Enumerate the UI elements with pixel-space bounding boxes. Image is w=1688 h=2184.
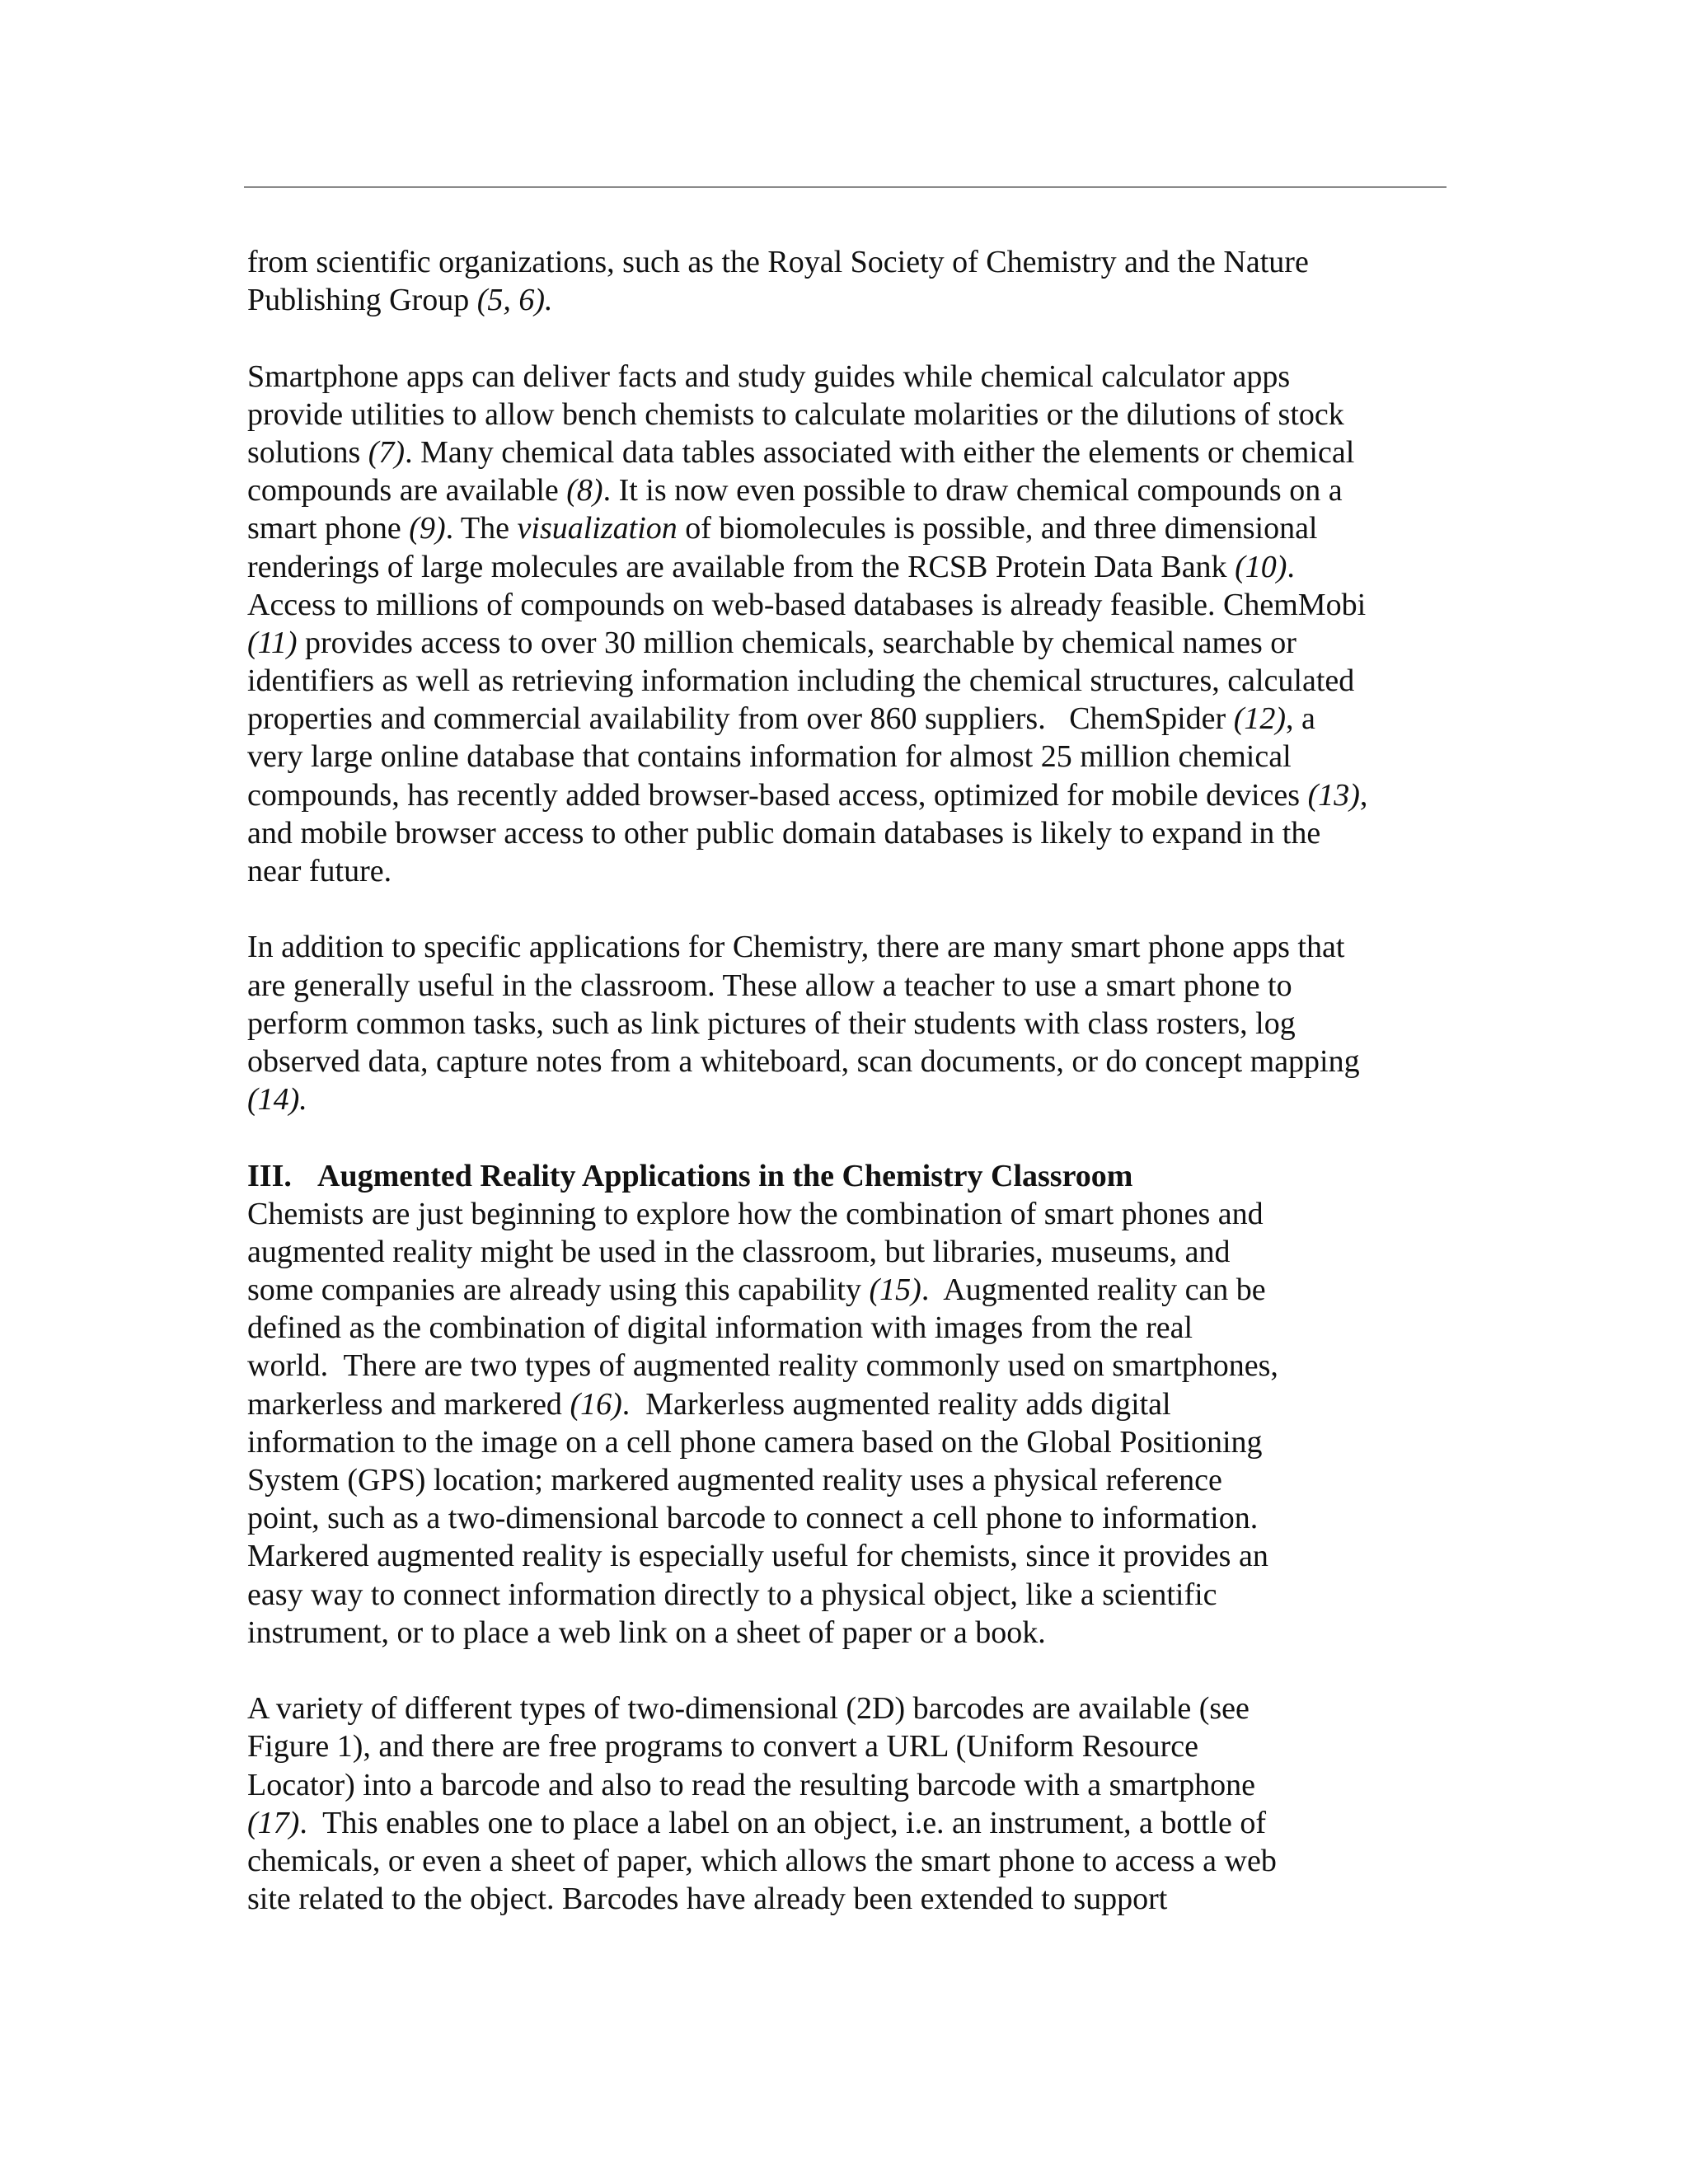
italic-text: (14). bbox=[247, 1082, 307, 1118]
text-run: instrument, or to place a web link on a sheet of paper or a book. bbox=[247, 1615, 1046, 1650]
text-line bbox=[247, 509, 1451, 547]
text-line bbox=[247, 852, 1451, 890]
text-run: are generally useful in the classroom. These allow a teacher to use a smart phone to bbox=[247, 968, 1292, 1003]
text-run: Locator) into a barcode and also to read the resulting barcode with a smartphone bbox=[247, 1767, 1255, 1802]
paragraph-gap bbox=[247, 890, 1451, 928]
text-run: provide utilities to allow bench chemists to calculate molarities or the dilutions of stock bbox=[247, 396, 1344, 432]
text-line bbox=[247, 1195, 1451, 1233]
text-run: augmented reality might be used in the classroom, but libraries, museums, and bbox=[247, 1234, 1231, 1269]
text-line bbox=[247, 1005, 1451, 1043]
text-run: compounds are available bbox=[247, 473, 567, 509]
text-run: . This enables one to place a label on an object, i.e. an instrument, a bottle of bbox=[299, 1805, 1267, 1840]
text-line bbox=[247, 281, 1451, 319]
text-run: of biomolecules is possible, and three dimensional bbox=[677, 511, 1318, 546]
text-line bbox=[247, 814, 1451, 852]
italic-text: visualization bbox=[517, 511, 678, 546]
text-line bbox=[247, 1271, 1451, 1309]
text-line bbox=[247, 1727, 1451, 1765]
text-run: defined as the combination of digital information with images from the real bbox=[247, 1310, 1193, 1346]
text-run: some companies are already using this capability bbox=[247, 1272, 870, 1308]
text-line bbox=[247, 1233, 1451, 1271]
text-run: site related to the object. Barcodes have already been extended to support bbox=[247, 1882, 1168, 1917]
italic-text: (16) bbox=[570, 1386, 622, 1422]
text-line bbox=[247, 586, 1451, 624]
text-line bbox=[247, 662, 1451, 700]
text-line bbox=[247, 548, 1451, 586]
italic-text: (10) bbox=[1235, 549, 1287, 584]
text-run: chemicals, or even a sheet of paper, which allows the smart phone to access a web bbox=[247, 1843, 1277, 1878]
text-run: perform common tasks, such as link pictures of their students with class rosters, log bbox=[247, 1005, 1296, 1041]
text-line bbox=[247, 738, 1451, 776]
text-run: information to the image on a cell phone camera based on the Global Positioning bbox=[247, 1424, 1263, 1460]
text-run: provides access to over 30 million chemicals, searchable by chemical names or bbox=[297, 625, 1296, 660]
paragraph bbox=[247, 243, 1451, 319]
text-run: observed data, capture notes from a whiteboard, scan documents, or do concept mapping bbox=[247, 1043, 1360, 1079]
text-run: . It is now even possible to draw chemical compounds on a bbox=[603, 473, 1343, 509]
text-run: , bbox=[1359, 777, 1368, 813]
header-rule bbox=[244, 186, 1447, 188]
text-run: Markered augmented reality is especially useful for chemists, since it provides an bbox=[247, 1539, 1268, 1574]
italic-text: (9) bbox=[409, 511, 446, 546]
text-run: and mobile browser access to other public domain databases is likely to expand in the bbox=[247, 815, 1321, 851]
text-line bbox=[247, 1576, 1451, 1614]
text-line bbox=[247, 1880, 1451, 1918]
section-number: III. bbox=[247, 1158, 292, 1193]
text-run: . Markerless augmented reality adds digital bbox=[621, 1386, 1171, 1422]
section-heading bbox=[247, 1157, 1451, 1195]
text-line bbox=[247, 1043, 1451, 1080]
text-line bbox=[247, 967, 1451, 1005]
italic-text: (15) bbox=[869, 1272, 921, 1308]
italic-text: (17) bbox=[247, 1805, 300, 1840]
text-run: identifiers as well as retrieving information including the chemical structures, calculated bbox=[247, 663, 1355, 699]
text-line bbox=[247, 358, 1451, 396]
italic-text: (13) bbox=[1307, 777, 1360, 813]
text-run: Chemists are just beginning to explore how the combination of smart phones and bbox=[247, 1196, 1264, 1231]
paragraph bbox=[247, 928, 1451, 1118]
text-run: System (GPS) location; markered augmented reality uses a physical reference bbox=[247, 1463, 1222, 1497]
text-run: world. There are two types of augmented reality commonly used on smartphones, bbox=[247, 1348, 1278, 1384]
text-line bbox=[247, 243, 1451, 281]
section-title: Augmented Reality Applications in the Chemistry Classroom bbox=[317, 1158, 1133, 1193]
text-run: Publishing Group bbox=[247, 283, 477, 318]
text-run: very large online database that contains information for almost 25 million chemical bbox=[247, 739, 1292, 775]
text-line bbox=[247, 624, 1451, 662]
italic-text: (11) bbox=[247, 625, 298, 660]
text-line bbox=[247, 1309, 1451, 1347]
text-line bbox=[247, 928, 1451, 966]
text-run: . The bbox=[445, 511, 518, 546]
text-line bbox=[247, 1766, 1451, 1804]
text-run: smart phone bbox=[247, 511, 410, 546]
text-run: Smartphone apps can deliver facts and study guides while chemical calculator apps bbox=[247, 359, 1291, 394]
text-run: , a bbox=[1286, 701, 1315, 737]
paragraph bbox=[247, 1690, 1451, 1918]
text-line bbox=[247, 396, 1451, 434]
text-line bbox=[247, 700, 1451, 738]
text-run: Figure 1), and there are free programs to convert a URL (Uniform Resource bbox=[247, 1729, 1198, 1765]
text-line bbox=[247, 471, 1451, 509]
text-run: markerless and markered bbox=[247, 1386, 570, 1422]
text-line bbox=[247, 776, 1451, 814]
italic-text: (8) bbox=[566, 473, 603, 509]
text-line bbox=[247, 434, 1451, 471]
text-line bbox=[247, 1347, 1451, 1385]
section-paragraph bbox=[247, 1157, 1451, 1652]
text-run: near future. bbox=[247, 854, 392, 888]
text-run: properties and commercial availability from over 860 suppliers. ChemSpider bbox=[247, 701, 1234, 737]
text-run: point, such as a two-dimensional barcode to connect a cell phone to information. bbox=[247, 1501, 1259, 1536]
text-line bbox=[247, 1080, 1451, 1118]
text-line bbox=[247, 1499, 1451, 1537]
italic-text: (12) bbox=[1233, 701, 1286, 737]
paragraph-gap bbox=[247, 319, 1451, 357]
text-line bbox=[247, 1461, 1451, 1499]
text-run: easy way to connect information directly to a physical object, like a scientific bbox=[247, 1577, 1217, 1612]
italic-text: (7) bbox=[368, 434, 406, 470]
paragraph-gap bbox=[247, 1118, 1451, 1156]
text-run: A variety of different types of two-dimensional (2D) barcodes are available (see bbox=[247, 1691, 1250, 1727]
text-run: . Many chemical data tables associated with either the elements or chemical bbox=[405, 434, 1355, 470]
text-line bbox=[247, 1423, 1451, 1461]
document-body bbox=[247, 243, 1451, 1918]
text-line bbox=[247, 1385, 1451, 1423]
text-run: . Augmented reality can be bbox=[921, 1272, 1266, 1308]
text-run: from scientific organizations, such as the Royal Society of Chemistry and the Nature bbox=[247, 245, 1309, 279]
paragraph bbox=[247, 358, 1451, 891]
text-run: Access to millions of compounds on web-based databases is already feasible. ChemMobi bbox=[247, 587, 1367, 622]
paragraph-gap bbox=[247, 1652, 1451, 1690]
italic-text: (5, 6). bbox=[476, 283, 553, 318]
text-line bbox=[247, 1537, 1451, 1575]
text-run: . bbox=[1287, 549, 1295, 584]
text-line bbox=[247, 1842, 1451, 1880]
text-line bbox=[247, 1690, 1451, 1727]
text-run: In addition to specific applications for Chemistry, there are many smart phone apps that bbox=[247, 930, 1345, 965]
text-line bbox=[247, 1804, 1451, 1842]
text-run: solutions bbox=[247, 434, 368, 470]
text-run: compounds, has recently added browser-based access, optimized for mobile devices bbox=[247, 777, 1308, 813]
text-line bbox=[247, 1614, 1451, 1652]
text-run: renderings of large molecules are available from the RCSB Protein Data Bank bbox=[247, 549, 1236, 584]
